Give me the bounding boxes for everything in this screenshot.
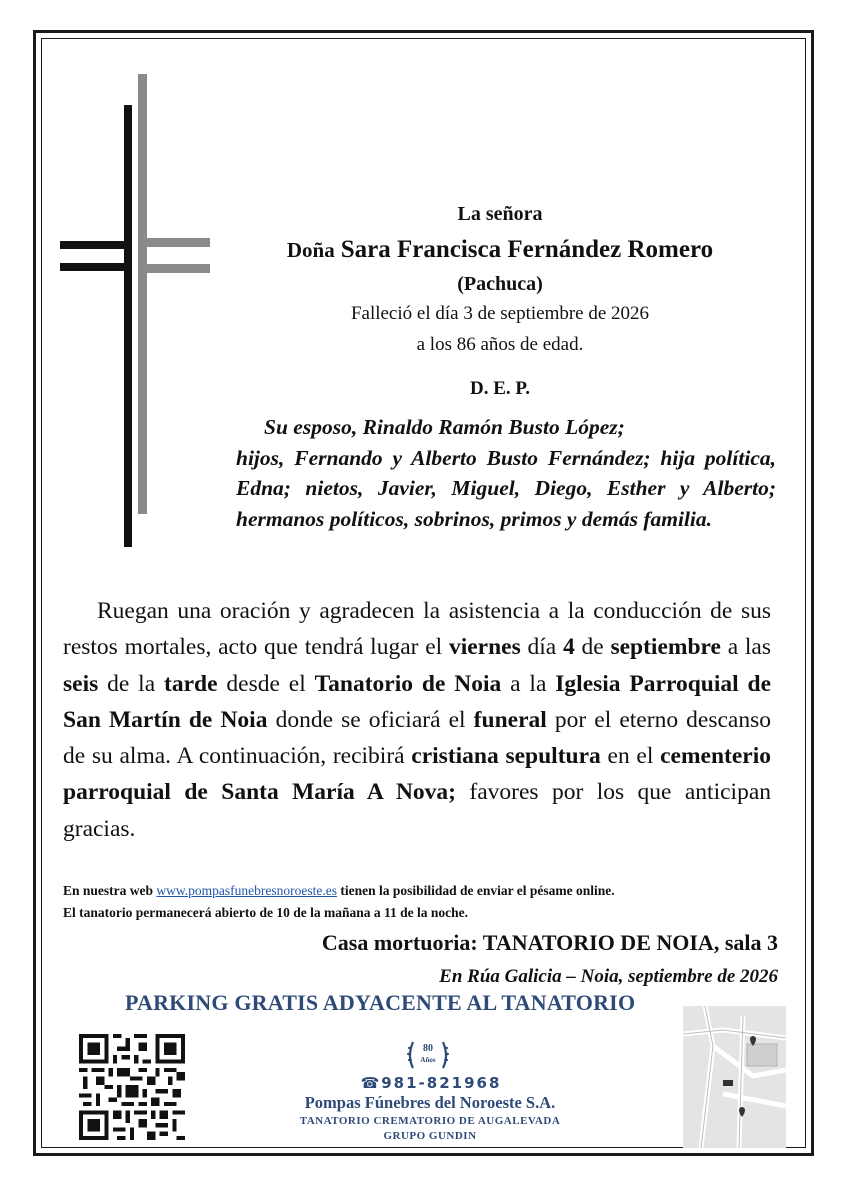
time-of-day: tarde <box>164 670 218 697</box>
nickname: (Pachuca) <box>457 273 543 295</box>
hour: seis <box>63 670 99 697</box>
intro-label: La señora <box>457 203 543 225</box>
age: a los 86 años de edad. <box>416 334 584 355</box>
text-segment: favores por los que anticipan gracias. <box>63 779 772 842</box>
rip-label: D. E. P. <box>469 378 530 399</box>
qr-code-icon[interactable] <box>79 1034 185 1140</box>
phone[interactable] <box>356 1074 506 1092</box>
text-segment: de <box>574 634 611 661</box>
family-list <box>236 412 776 534</box>
anniversary-badge-icon <box>404 1034 452 1074</box>
badge-text: Años <box>420 1056 436 1064</box>
text-segment: día <box>520 634 563 661</box>
text-segment: tienen la posibilidad de enviar el pésame online. <box>336 883 615 898</box>
funeral: funeral <box>473 706 547 733</box>
text-segment: a la <box>501 670 556 697</box>
place-date: En Rúa Galicia – Noia, septiembre de 2026 <box>439 966 778 987</box>
hours-note: El tanatorio permanecerá abierto de 10 de la mañana a 11 de la noche. <box>63 905 468 920</box>
funeral-home: Tanatorio de Noia <box>314 670 502 697</box>
deceased-name <box>220 236 780 264</box>
wake-location: Casa mortuoria: TANATORIO DE NOIA, sala 3 <box>321 930 778 955</box>
text-segment: por el eterno descanso de su alma. A continuación, recibirá <box>63 706 771 770</box>
title-prefix: Doña <box>286 238 335 262</box>
day: 4 <box>562 634 575 661</box>
text-segment: en el <box>600 743 661 770</box>
month: septiembre <box>610 634 721 661</box>
group-name: GRUPO GUNDIN <box>383 1130 477 1142</box>
cemetery: cementerio parroquial de Santa María A Nova; <box>63 743 771 806</box>
church: Iglesia Parroquial de San Martín de Noia <box>63 670 772 733</box>
text-segment: a las <box>720 634 772 661</box>
text-segment: En nuestra web <box>63 883 157 898</box>
web-note <box>63 883 615 899</box>
text-segment: donde se oficiará el <box>267 706 474 733</box>
family-rest: hijos, Fernando y Alberto Busto Fernández; hija política, Edna; nietos, Javier, Miguel, Diego, Esther y Alberto; hermanos políticos, sobrinos, primos y demás familia. <box>236 445 776 531</box>
text-segment: Ruegan una oración y agradecen la asistencia a la conducción de sus restos mortales, acto que tendrá lugar el <box>63 598 771 661</box>
phone-number: 981-821968 <box>381 1074 502 1092</box>
badge-number: 80 <box>423 1043 433 1054</box>
phone-icon: ☎ <box>360 1074 382 1092</box>
burial: cristiana sepultura <box>411 743 601 770</box>
website-link[interactable]: www.pompasfunebresnoroeste.es <box>156 883 337 898</box>
death-date: Falleció el día 3 de septiembre de 2026 <box>350 303 650 324</box>
parking-notice: PARKING GRATIS ADYACENTE AL TANATORIO <box>125 990 636 1015</box>
location-map-icon[interactable] <box>683 1006 786 1148</box>
text-segment: desde el <box>217 670 315 697</box>
crematorium-name: TANATORIO CREMATORIO DE AUGALEVADA <box>299 1115 561 1127</box>
company-name: Pompas Fúnebres del Noroeste S.A. <box>304 1093 556 1112</box>
cross-icon <box>58 74 213 549</box>
text-segment: de la <box>98 670 165 697</box>
family-spouse: Su esposo, Rinaldo Ramón Busto López; <box>264 415 625 439</box>
full-name: Sara Francisca Fernández Romero <box>340 236 714 263</box>
weekday: viernes <box>448 634 521 661</box>
ceremony-paragraph <box>63 593 771 847</box>
